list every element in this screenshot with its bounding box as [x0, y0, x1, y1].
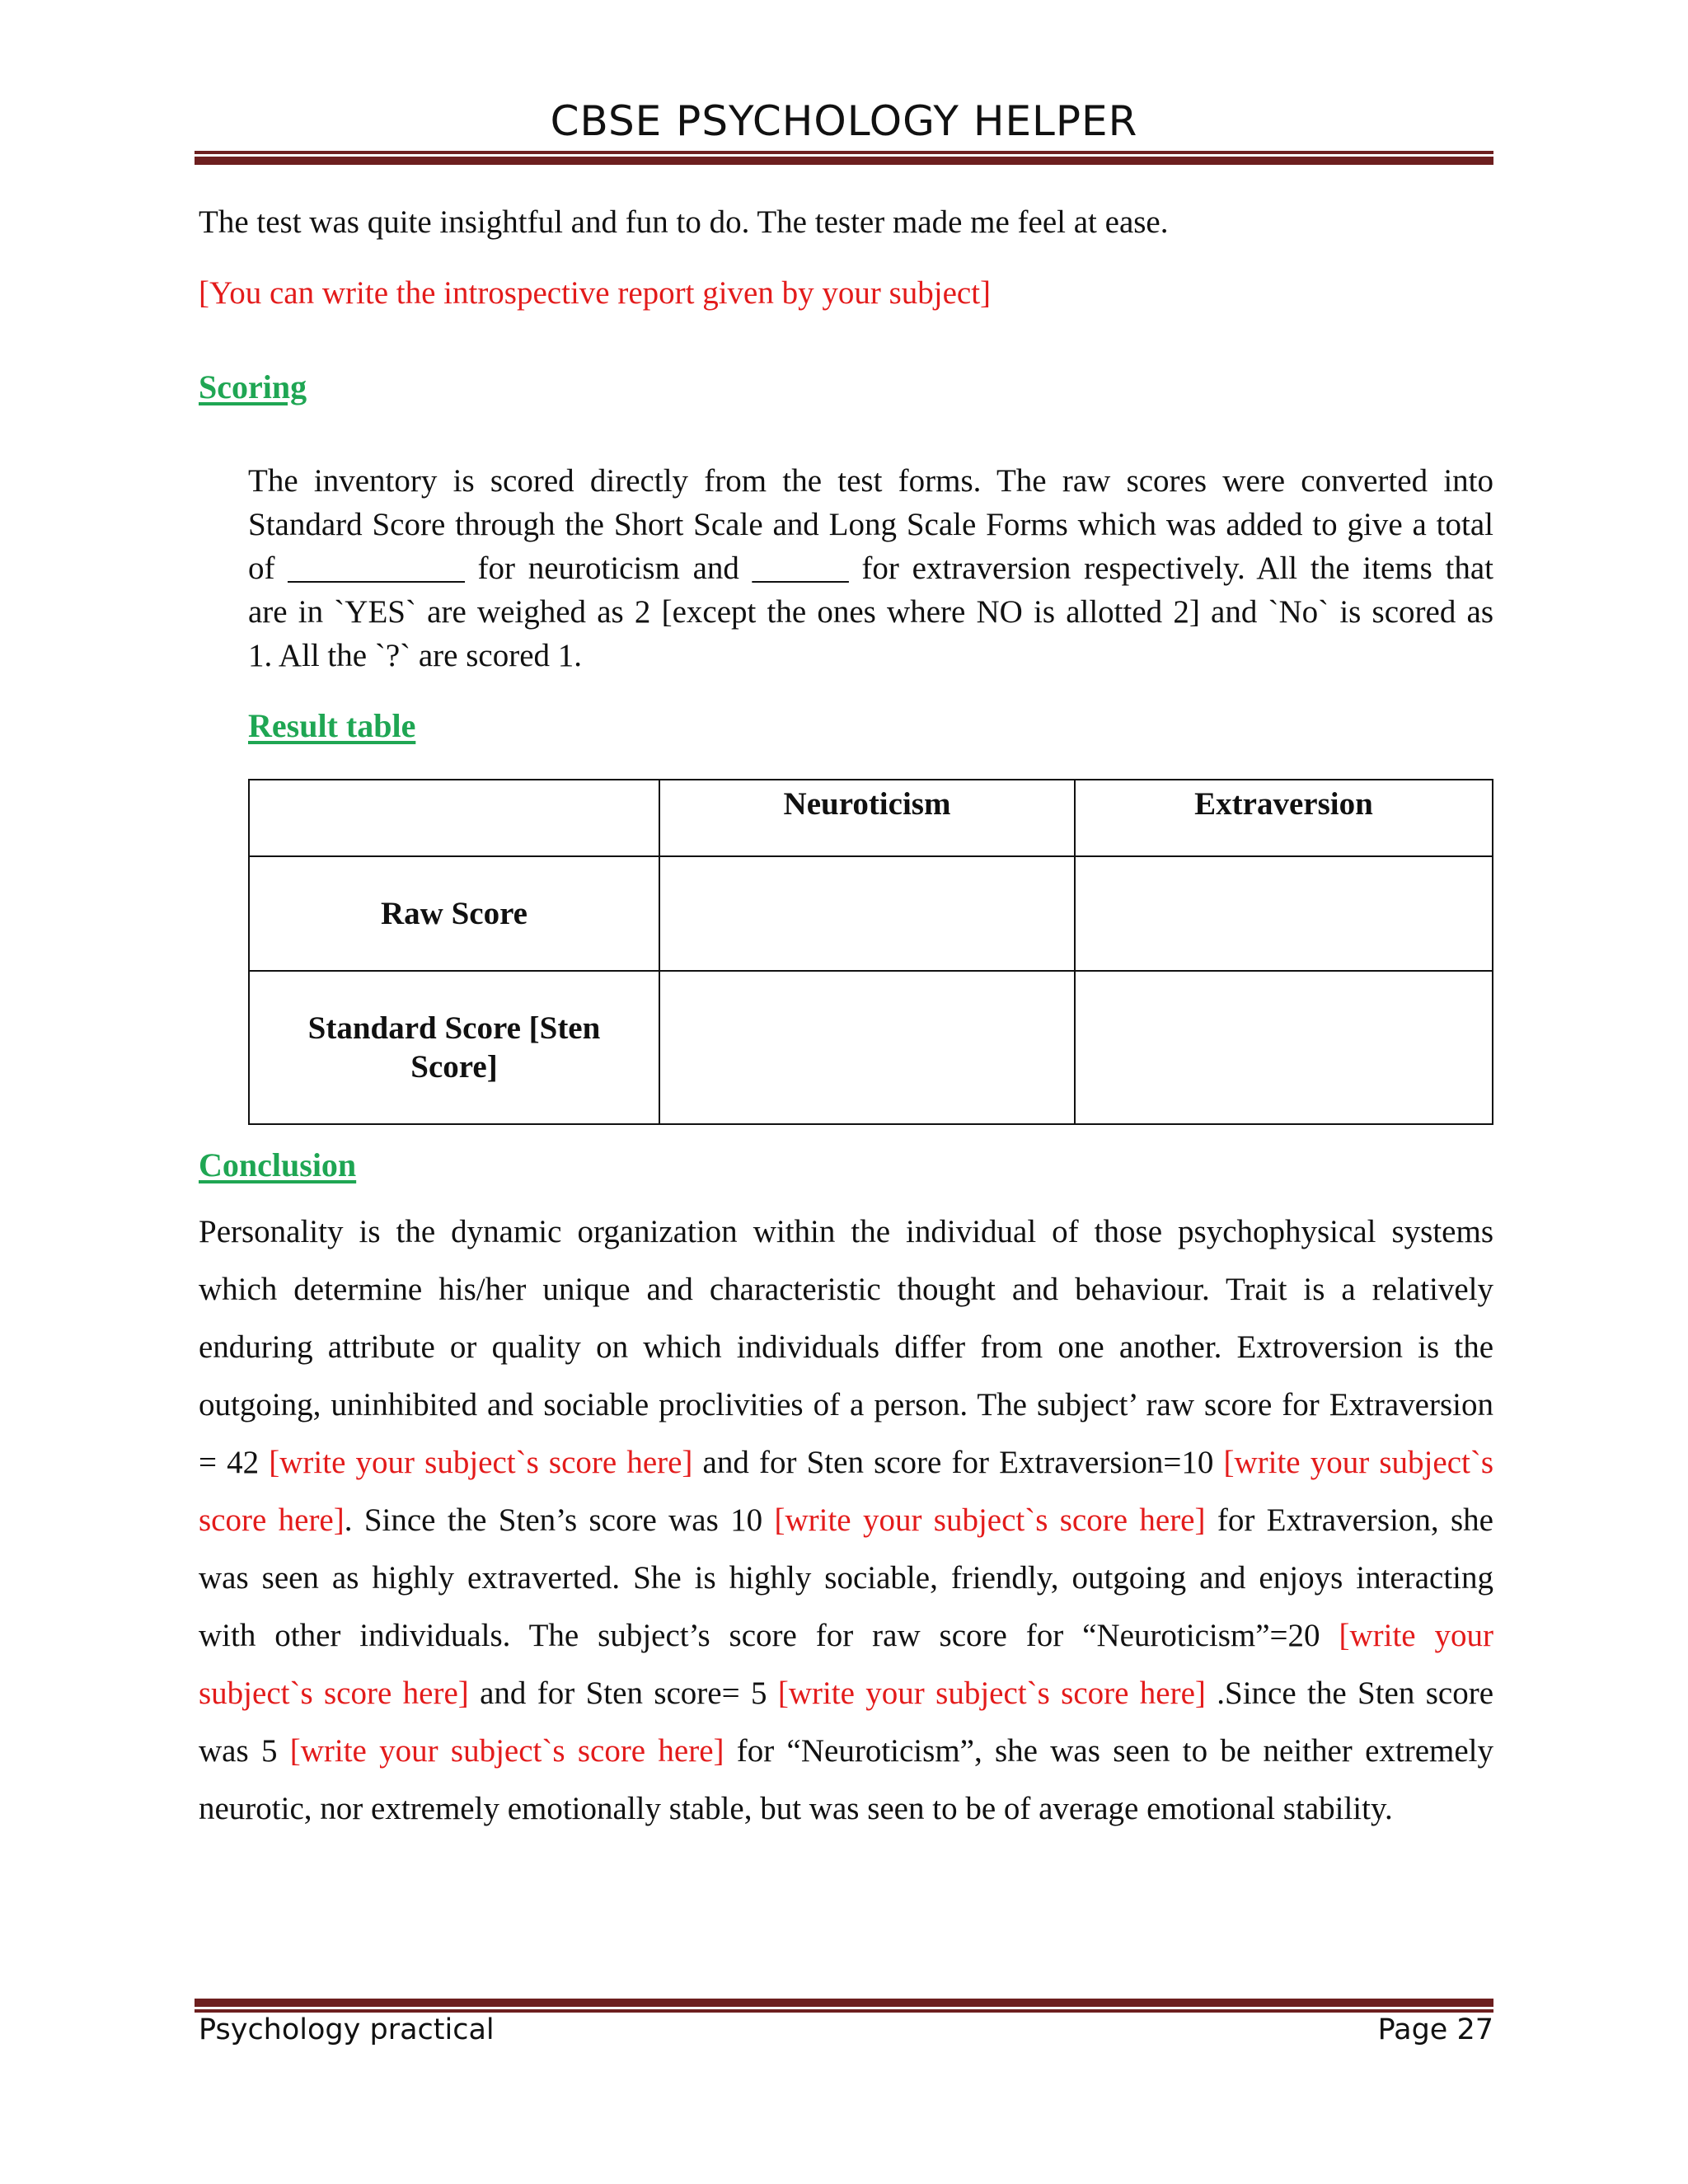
cell-standard-neuroticism	[659, 971, 1075, 1124]
cell-raw-extraversion	[1075, 856, 1493, 971]
conclusion-line: outgoing, uninhibited and sociable proclivities of a person. The subject’ raw score for Extraversion	[199, 1387, 1493, 1422]
row-label-standard-score	[249, 971, 659, 1124]
text-run: with other individuals. The subject’s score for raw score for “Neuroticism”=20	[199, 1618, 1339, 1653]
page-header-title: CBSE PSYCHOLOGY HELPER	[550, 97, 1138, 145]
text-run: . Since the Sten’s score was 10	[344, 1502, 775, 1538]
result-table	[248, 779, 1493, 1125]
conclusion-line	[199, 1665, 1493, 1722]
table-header-empty	[249, 780, 659, 856]
cell-raw-neuroticism	[659, 856, 1075, 971]
placeholder-note: [write your	[1339, 1618, 1494, 1653]
page-number: Page 27	[1377, 2013, 1493, 2046]
intro-note: [You can write the introspective report given by your subject]	[199, 275, 992, 311]
header-divider	[195, 151, 1493, 165]
conclusion-line: Personality is the dynamic organization within the individual of those psychophysical systems	[199, 1214, 1493, 1249]
text-run: was 5	[199, 1733, 290, 1769]
scoring-line: of ___________ for neuroticism and ______ for extraversion respectively. All the items that	[248, 551, 1493, 586]
conclusion-line	[199, 1492, 1493, 1549]
row-label-line: Standard Score [Sten	[307, 1010, 601, 1046]
scoring-line: are in `YES` are weighed as 2 [except the ones where NO is allotted 2] and `No` is scored as	[248, 594, 1493, 630]
placeholder-note: [write your subject`s score here]	[289, 1733, 724, 1769]
text-run: and for Sten score for Extraversion=10	[692, 1445, 1224, 1480]
conclusion-line: enduring attribute or quality on which individuals differ from one another. Extroversion is the	[199, 1329, 1493, 1365]
scoring-line: Standard Score through the Short Scale and Long Scale Forms which was added to give a total	[248, 507, 1493, 542]
text-run: for Extraversion, she	[1205, 1502, 1493, 1538]
cell-standard-extraversion	[1075, 971, 1493, 1124]
scoring-heading: Scoring	[199, 368, 307, 405]
scoring-line: The inventory is scored directly from the test forms. The raw scores were converted into	[248, 463, 1493, 499]
text-run: for “Neuroticism”, she was seen to be neither extremely	[724, 1733, 1493, 1769]
table-row	[249, 856, 1493, 971]
placeholder-note: [write your subject`s score here]	[777, 1675, 1206, 1711]
placeholder-note: score here]	[199, 1502, 345, 1538]
intro-text: The test was quite insightful and fun to do. The tester made me feel at ease.	[199, 204, 1169, 240]
conclusion-line	[199, 1434, 1493, 1492]
placeholder-note: [write your subject`s	[1223, 1445, 1494, 1480]
placeholder-note: [write your subject`s score here]	[774, 1502, 1206, 1538]
placeholder-note: subject`s score here]	[199, 1675, 469, 1711]
footer-title: Psychology practical	[199, 2013, 495, 2046]
scoring-line: 1. All the `?` are scored 1.	[248, 638, 583, 673]
row-label-line: Score]	[410, 1049, 498, 1085]
placeholder-note: [write your subject`s score here]	[269, 1445, 693, 1480]
footer-divider	[195, 1999, 1493, 2013]
conclusion-line: neurotic, nor extremely emotionally stable, but was seen to be of average emotional stability.	[199, 1791, 1393, 1826]
conclusion-line: was seen as highly extraverted. She is highly sociable, friendly, outgoing and enjoys interacting	[199, 1560, 1493, 1596]
conclusion-paragraph	[199, 1203, 1493, 1838]
text-run: .Since the Sten score	[1205, 1675, 1494, 1711]
table-header-row	[249, 780, 1493, 856]
conclusion-line	[199, 1607, 1493, 1665]
row-label-raw-score: Raw Score	[249, 856, 659, 971]
table-row	[249, 971, 1493, 1124]
scoring-paragraph	[248, 459, 1493, 677]
result-table-heading: Result table	[248, 707, 416, 744]
table-header-extraversion: Extraversion	[1075, 780, 1493, 856]
conclusion-line: which determine his/her unique and characteristic thought and behaviour. Trait is a relatively	[199, 1272, 1493, 1307]
conclusion-line	[199, 1722, 1493, 1780]
text-run: = 42	[199, 1445, 270, 1480]
table-header-neuroticism: Neuroticism	[659, 780, 1075, 856]
text-run: and for Sten score= 5	[468, 1675, 778, 1711]
conclusion-heading: Conclusion	[199, 1146, 357, 1183]
